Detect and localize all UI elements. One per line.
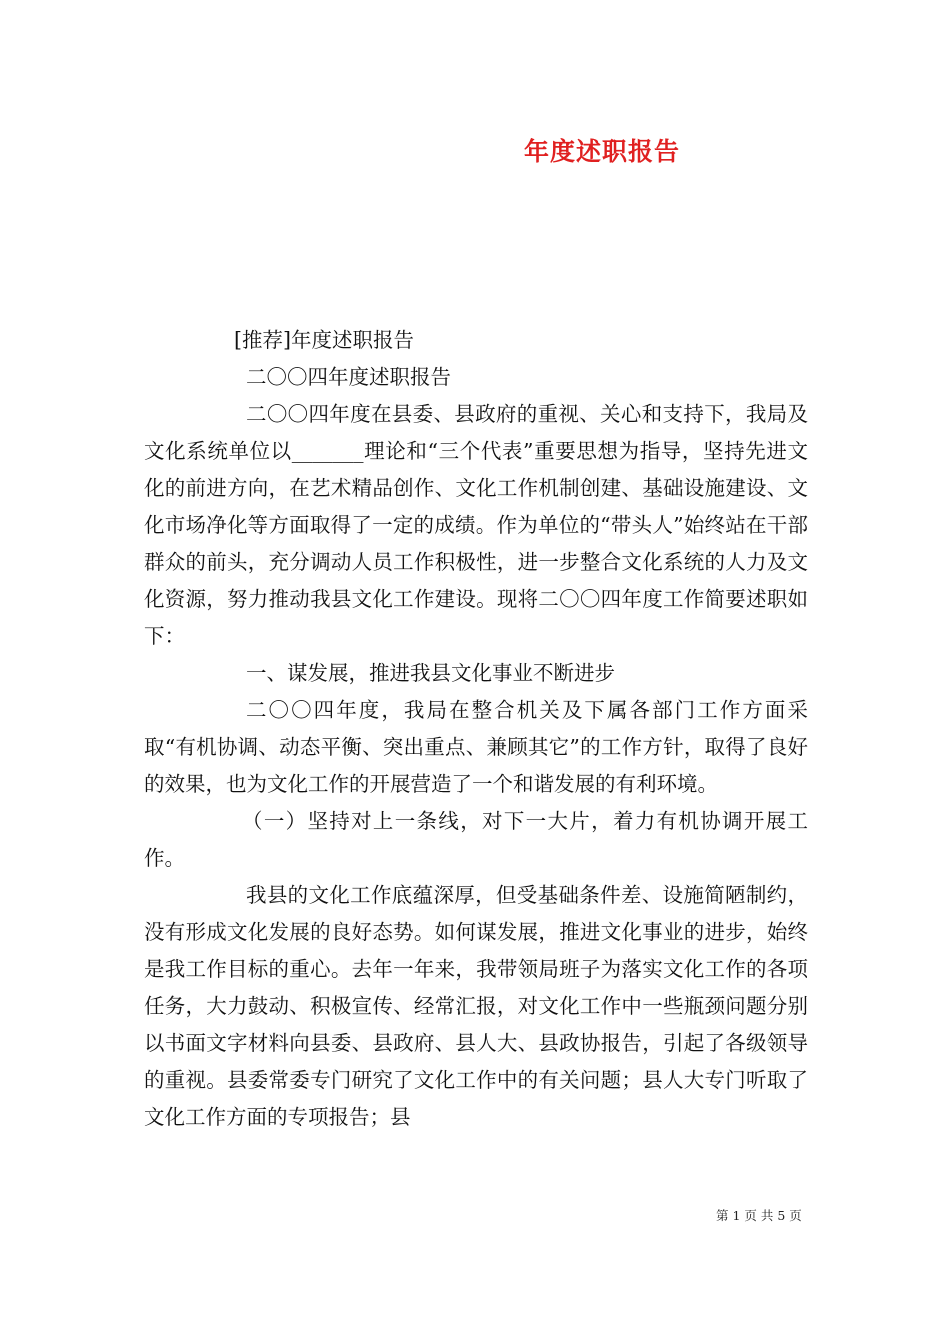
page-number: 第 1 页 共 5 页 [716, 1208, 802, 1223]
paragraph-intro: 二〇〇四年度在县委、县政府的重视、关心和支持下，我局及文化系统单位以_______理论和“三个代表”重要思想为指导，坚持先进文化的前进方向，在艺术精品创作、文化工作机制创建、基础设施建设、文化市场净化等方面取得了一定的成绩。作为单位的“带头人”始终站在干部群众的前头，充分调动人员工作积极性，进一步整合文化系统的人力及文化资源，努力推动我县文化工作建设。现将二〇〇四年度工作简要述职如下： [144, 402, 808, 648]
paragraph-subsection-1: 我县的文化工作底蕴深厚，但受基础条件差、设施简陋制约，没有形成文化发展的良好态势。如何谋发展，推进文化事业的进步，始终是我工作目标的重心。去年一年来，我带领局班子为落实文化工作的各项任务，大力鼓动、积极宣传、经常汇报，对文化工作中一些瓶颈问题分别以书面文字材料向县委、县政府、县人大、县政协报告，引起了各级领导的重视。县委常委专门研究了文化工作中的有关问题；县人大专门听取了文化工作方面的专项报告；县 [144, 883, 808, 1129]
subsection-heading: （一）坚持对上一条线，对下一大片，着力有机协调开展工作。 [144, 809, 808, 870]
paragraph-section-1: 二〇〇四年度，我局在整合机关及下属各部门工作方面采取“有机协调、动态平衡、突出重点、兼顾其它”的工作方针，取得了良好的效果，也为文化工作的开展营造了一个和谐发展的有利环境。 [144, 698, 808, 796]
document-title: 年度述职报告 [523, 137, 680, 166]
document-subtitle: [推荐]年度述职报告 [234, 328, 414, 352]
document-body [144, 322, 808, 1136]
document-subheading: 二〇〇四年度述职报告 [246, 365, 451, 389]
section-heading: 一、谋发展，推进我县文化事业不断进步 [246, 661, 615, 685]
